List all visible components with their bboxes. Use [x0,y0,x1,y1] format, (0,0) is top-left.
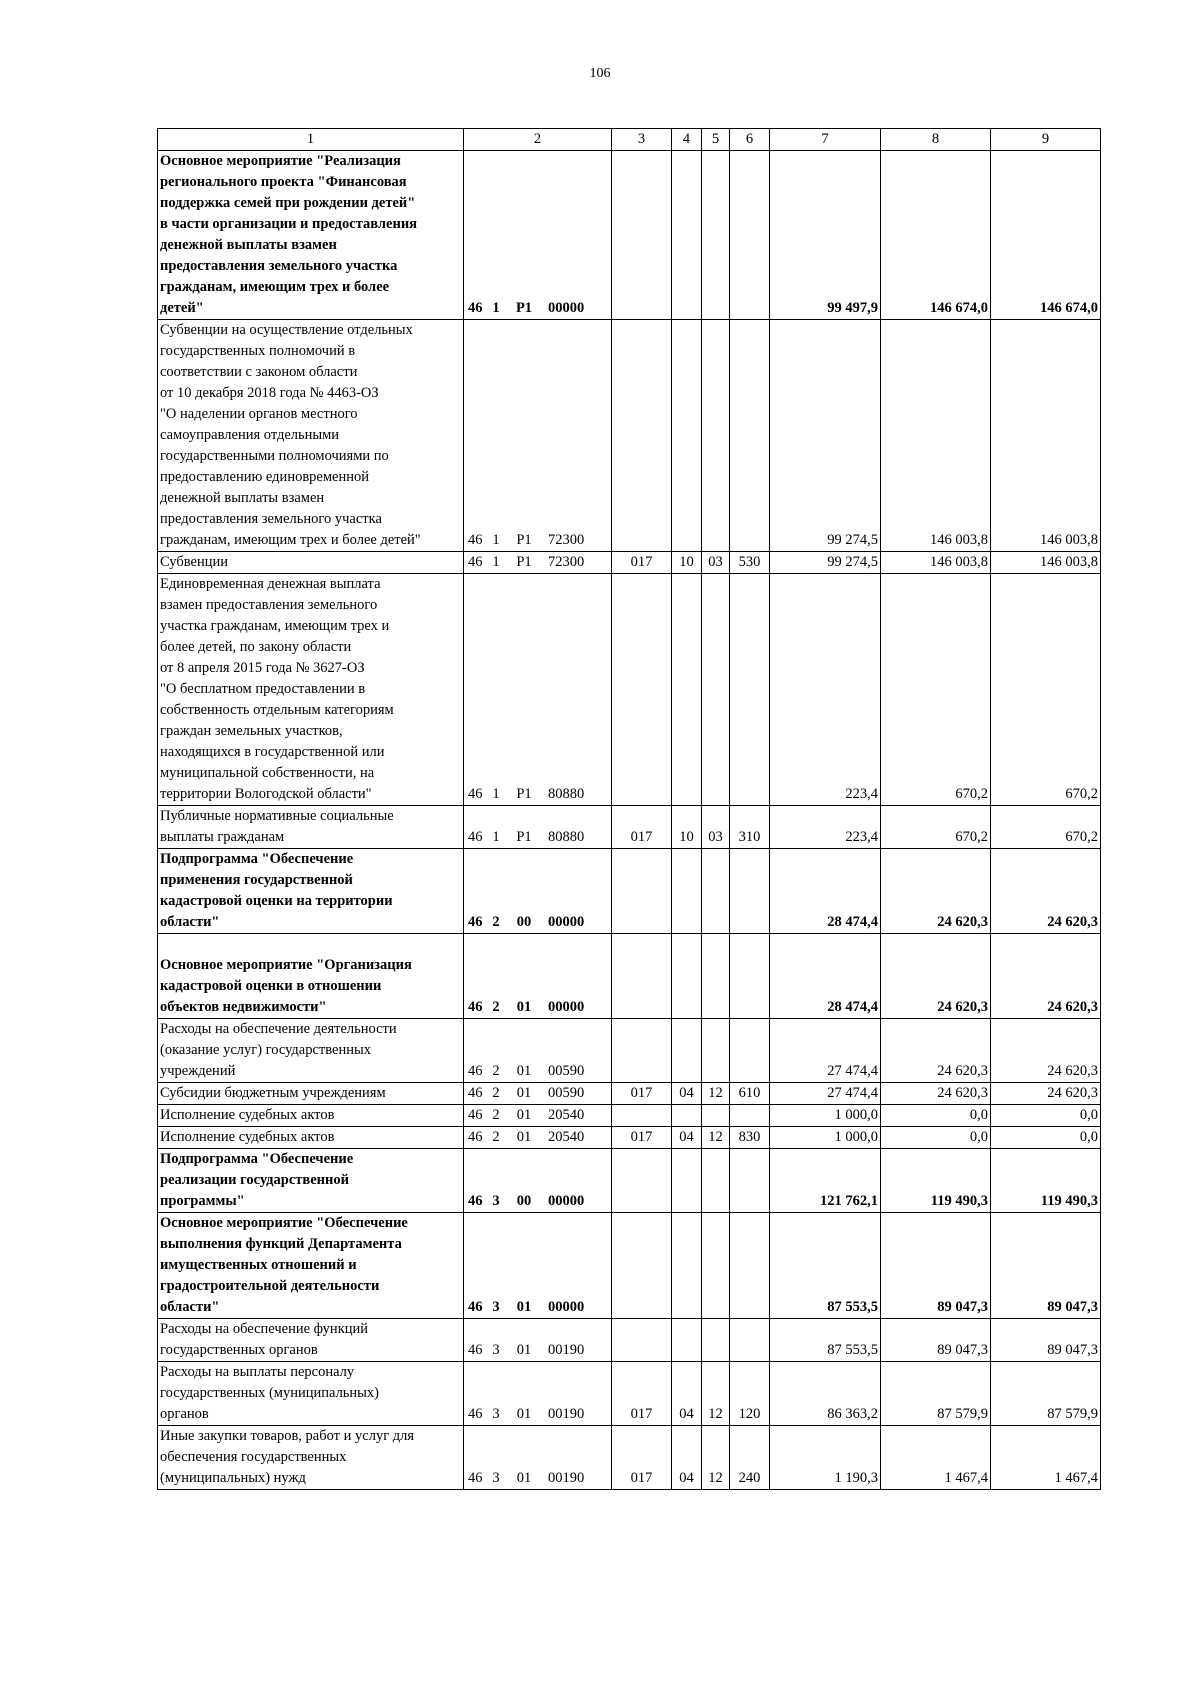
row-col5-cell: 12 [702,1426,730,1490]
header-cell: 1 [158,129,464,151]
code-part-k1: 46 [468,1107,483,1123]
row-code-cell [464,1426,612,1490]
row-col7-cell: 1 190,3 [770,1426,881,1490]
row-col7-cell: 99 497,9 [770,151,881,320]
table-row [158,1319,1101,1362]
row-col8-cell: 146 003,8 [881,552,991,574]
code-part-k4: 72300 [548,532,585,548]
code-part-k4: 00590 [548,1063,585,1079]
row-col5-cell [702,1019,730,1083]
row-col4-cell [672,1149,702,1213]
row-col7-cell: 1 000,0 [770,1127,881,1149]
row-col4-cell [672,1105,702,1127]
code-part-k3: 01 [516,1063,532,1079]
header-cell: 6 [730,129,770,151]
code-part-k1: 46 [468,1193,483,1209]
row-col8-cell: 0,0 [881,1127,991,1149]
row-col6-cell [730,151,770,320]
table-row [158,151,1101,320]
code-part-k3: 01 [516,1107,532,1123]
row-col4-cell [672,151,702,320]
table-row [158,1213,1101,1319]
row-col9-cell: 0,0 [991,1105,1101,1127]
code-part-k2: 3 [492,1193,500,1209]
row-col7-cell: 27 474,4 [770,1019,881,1083]
row-name-cell: Публичные нормативные социальные выплаты гражданам [158,806,464,849]
row-name-cell: Расходы на обеспечение функций государственных органов [158,1319,464,1362]
table-row [158,1149,1101,1213]
row-col3-cell: 017 [612,1127,672,1149]
row-code-cell [464,151,612,320]
row-col8-cell: 89 047,3 [881,1213,991,1319]
code-part-k2: 1 [492,300,500,316]
header-cell: 4 [672,129,702,151]
row-col6-cell: 610 [730,1083,770,1105]
code-part-k2: 2 [492,1107,500,1123]
row-col3-cell [612,1105,672,1127]
row-col3-cell: 017 [612,552,672,574]
code-part-k2: 1 [492,786,500,802]
table-header-row [158,129,1101,151]
row-code-cell [464,934,612,1019]
row-name-cell: Основное мероприятие "Реализация регионального проекта "Финансовая поддержка семей при рождении детей" в части организации и предоставления денежной выплаты взамен предоставления земельного участка гражданам, имеющим трех и более детей" [158,151,464,320]
table-row [158,320,1101,552]
row-col6-cell [730,320,770,552]
table-row [158,1105,1101,1127]
row-name-cell: Основное мероприятие "Обеспечение выполнения функций Департамента имущественных отношений и градостроительной деятельности области" [158,1213,464,1319]
row-col8-cell: 24 620,3 [881,1083,991,1105]
code-part-k2: 3 [492,1299,500,1315]
budget-table [157,128,1101,1490]
header-cell: 7 [770,129,881,151]
code-part-k4: 00000 [548,1299,585,1315]
row-name-cell: Расходы на обеспечение деятельности (оказание услуг) государственных учреждений [158,1019,464,1083]
row-col8-cell: 24 620,3 [881,849,991,934]
code-part-k4: 20540 [548,1107,585,1123]
code-part-k3: 01 [516,1470,532,1486]
code-part-k3: 01 [516,1406,532,1422]
row-col4-cell [672,574,702,806]
row-col8-cell: 146 003,8 [881,320,991,552]
row-col3-cell [612,1319,672,1362]
row-code-cell [464,320,612,552]
row-col3-cell [612,320,672,552]
code-part-k3: P1 [516,829,532,845]
row-col8-cell: 670,2 [881,574,991,806]
code-part-k2: 3 [492,1470,500,1486]
row-col5-cell [702,1319,730,1362]
row-name-cell: Единовременная денежная выплата взамен предоставления земельного участка гражданам, имеющим трех и более детей, по закону области от 8 апреля 2015 года № 3627-ОЗ "О бесплатном предоставлении в собственность отдельным категориям граждан земельных участков, находящихся в государственной или муниципальной собственности, на территории Вологодской области" [158,574,464,806]
row-name-cell: Исполнение судебных актов [158,1105,464,1127]
row-col6-cell [730,849,770,934]
row-col9-cell: 24 620,3 [991,1083,1101,1105]
code-part-k1: 46 [468,1470,483,1486]
code-part-k1: 46 [468,554,483,570]
row-col5-cell [702,849,730,934]
code-part-k1: 46 [468,1406,483,1422]
code-part-k2: 2 [492,1085,500,1101]
row-col6-cell: 240 [730,1426,770,1490]
row-col9-cell: 24 620,3 [991,1019,1101,1083]
row-col7-cell: 121 762,1 [770,1149,881,1213]
row-col3-cell [612,1019,672,1083]
header-cell: 8 [881,129,991,151]
row-code-cell [464,1083,612,1105]
table-row [158,849,1101,934]
row-code-cell [464,849,612,934]
table-row [158,1426,1101,1490]
code-part-k3: P1 [515,300,533,316]
code-part-k1: 46 [468,300,483,316]
table-row [158,552,1101,574]
row-col6-cell: 120 [730,1362,770,1426]
row-col9-cell: 146 674,0 [991,151,1101,320]
row-col3-cell: 017 [612,1362,672,1426]
row-col4-cell [672,1019,702,1083]
row-col8-cell: 146 674,0 [881,151,991,320]
code-part-k2: 2 [492,999,500,1015]
code-part-k4: 00190 [548,1470,585,1486]
row-col5-cell [702,320,730,552]
row-col9-cell: 670,2 [991,574,1101,806]
row-col9-cell: 1 467,4 [991,1426,1101,1490]
row-col7-cell: 223,4 [770,806,881,849]
row-col7-cell: 223,4 [770,574,881,806]
code-part-k4: 00000 [548,1193,585,1209]
row-col6-cell: 310 [730,806,770,849]
row-col9-cell: 89 047,3 [991,1213,1101,1319]
row-col6-cell: 530 [730,552,770,574]
row-col4-cell: 04 [672,1083,702,1105]
row-col7-cell: 99 274,5 [770,552,881,574]
table-row [158,934,1101,1019]
table-row [158,574,1101,806]
row-name-cell: Исполнение судебных актов [158,1127,464,1149]
row-col6-cell [730,1019,770,1083]
row-name-cell: Подпрограмма "Обеспечение применения государственной кадастровой оценки на территории области" [158,849,464,934]
row-col4-cell: 10 [672,552,702,574]
code-part-k2: 2 [492,914,500,930]
row-col8-cell: 24 620,3 [881,934,991,1019]
row-col9-cell: 24 620,3 [991,849,1101,934]
code-part-k4: 00190 [548,1342,585,1358]
code-part-k3: 01 [516,1299,532,1315]
row-col9-cell: 119 490,3 [991,1149,1101,1213]
row-col9-cell: 87 579,9 [991,1362,1101,1426]
row-col3-cell: 017 [612,806,672,849]
row-name-cell: Расходы на выплаты персоналу государственных (муниципальных) органов [158,1362,464,1426]
row-col9-cell: 24 620,3 [991,934,1101,1019]
row-code-cell [464,1019,612,1083]
code-part-k2: 2 [492,1063,500,1079]
code-part-k2: 1 [492,532,500,548]
row-code-cell [464,806,612,849]
row-col4-cell: 10 [672,806,702,849]
code-part-k4: 00000 [548,914,585,930]
row-code-cell [464,574,612,806]
code-part-k1: 46 [468,1342,483,1358]
row-col5-cell: 12 [702,1127,730,1149]
row-col4-cell [672,849,702,934]
row-col5-cell [702,934,730,1019]
code-part-k3: 00 [516,1193,532,1209]
row-col9-cell: 146 003,8 [991,320,1101,552]
row-col4-cell [672,1213,702,1319]
table-row [158,1127,1101,1149]
row-col8-cell: 24 620,3 [881,1019,991,1083]
code-part-k3: P1 [516,786,532,802]
row-col5-cell: 03 [702,552,730,574]
row-col3-cell: 017 [612,1083,672,1105]
code-part-k3: 00 [516,914,532,930]
row-name-cell: Субвенции на осуществление отдельных государственных полномочий в соответствии с законом области от 10 декабря 2018 года № 4463-ОЗ "О наделении органов местного самоуправления отдельными государственными полномочиями по предоставлению единовременной денежной выплаты взамен предоставления земельного участка гражданам, имеющим трех и более детей" [158,320,464,552]
row-code-cell [464,552,612,574]
header-cell: 2 [464,129,612,151]
row-col5-cell [702,1149,730,1213]
table-row [158,1083,1101,1105]
row-col7-cell: 86 363,2 [770,1362,881,1426]
row-col3-cell [612,1213,672,1319]
row-name-cell: Иные закупки товаров, работ и услуг для обеспечения государственных (муниципальных) нужд [158,1426,464,1490]
row-col4-cell [672,320,702,552]
row-col6-cell [730,1319,770,1362]
code-part-k2: 3 [492,1342,500,1358]
row-col4-cell [672,934,702,1019]
row-col3-cell: 017 [612,1426,672,1490]
row-col5-cell [702,1105,730,1127]
row-code-cell [464,1105,612,1127]
code-part-k4: 80880 [548,829,585,845]
row-name-cell: Основное мероприятие "Организация кадастровой оценки в отношении объектов недвижимости" [158,934,464,1019]
code-part-k4: 72300 [548,554,585,570]
row-col3-cell [612,574,672,806]
page-number: 106 [589,66,611,81]
row-col6-cell [730,934,770,1019]
code-part-k2: 1 [492,829,500,845]
row-code-cell [464,1319,612,1362]
row-col3-cell [612,934,672,1019]
row-col4-cell: 04 [672,1426,702,1490]
row-col3-cell [612,151,672,320]
row-col4-cell [672,1319,702,1362]
row-code-cell [464,1127,612,1149]
code-part-k4: 00190 [548,1406,585,1422]
row-col7-cell: 27 474,4 [770,1083,881,1105]
row-col6-cell [730,1213,770,1319]
code-part-k1: 46 [468,999,483,1015]
code-part-k4: 80880 [548,786,585,802]
code-part-k1: 46 [468,1085,483,1101]
code-part-k1: 46 [468,786,483,802]
code-part-k1: 46 [468,829,483,845]
row-col4-cell: 04 [672,1127,702,1149]
code-part-k4: 00590 [548,1085,585,1101]
row-col6-cell [730,1149,770,1213]
row-col7-cell: 87 553,5 [770,1213,881,1319]
row-col5-cell [702,1213,730,1319]
row-col3-cell [612,1149,672,1213]
row-col7-cell: 99 274,5 [770,320,881,552]
row-col9-cell: 89 047,3 [991,1319,1101,1362]
row-code-cell [464,1362,612,1426]
table-row [158,806,1101,849]
row-code-cell [464,1149,612,1213]
row-col8-cell: 89 047,3 [881,1319,991,1362]
row-col5-cell [702,574,730,806]
row-col9-cell: 146 003,8 [991,552,1101,574]
header-cell: 3 [612,129,672,151]
row-col8-cell: 87 579,9 [881,1362,991,1426]
row-name-cell: Субсидии бюджетным учреждениям [158,1083,464,1105]
code-part-k2: 2 [492,1129,500,1145]
row-name-cell: Подпрограмма "Обеспечение реализации государственной программы" [158,1149,464,1213]
code-part-k4: 20540 [548,1129,585,1145]
code-part-k3: 01 [516,1342,532,1358]
row-col9-cell: 0,0 [991,1127,1101,1149]
code-part-k3: 01 [516,999,532,1015]
row-col5-cell: 03 [702,806,730,849]
row-col8-cell: 0,0 [881,1105,991,1127]
row-col8-cell: 119 490,3 [881,1149,991,1213]
row-col6-cell [730,574,770,806]
code-part-k1: 46 [468,914,483,930]
header-cell: 9 [991,129,1101,151]
row-col8-cell: 670,2 [881,806,991,849]
code-part-k1: 46 [468,1299,483,1315]
code-part-k2: 3 [492,1406,500,1422]
row-col8-cell: 1 467,4 [881,1426,991,1490]
row-col5-cell: 12 [702,1362,730,1426]
row-col7-cell: 28 474,4 [770,849,881,934]
row-name-cell: Субвенции [158,552,464,574]
code-part-k3: P1 [516,532,532,548]
row-col6-cell [730,1105,770,1127]
code-part-k4: 00000 [548,300,585,316]
table-row [158,1362,1101,1426]
row-col4-cell: 04 [672,1362,702,1426]
code-part-k3: P1 [516,554,532,570]
row-col5-cell: 12 [702,1083,730,1105]
row-col7-cell: 28 474,4 [770,934,881,1019]
code-part-k3: 01 [516,1129,532,1145]
row-col7-cell: 87 553,5 [770,1319,881,1362]
row-col9-cell: 670,2 [991,806,1101,849]
table-row [158,1019,1101,1083]
code-part-k4: 00000 [548,999,585,1015]
code-part-k2: 1 [492,554,500,570]
code-part-k1: 46 [468,1063,483,1079]
row-col3-cell [612,849,672,934]
code-part-k3: 01 [516,1085,532,1101]
code-part-k1: 46 [468,532,483,548]
row-col7-cell: 1 000,0 [770,1105,881,1127]
code-part-k1: 46 [468,1129,483,1145]
row-col6-cell: 830 [730,1127,770,1149]
row-code-cell [464,1213,612,1319]
row-col5-cell [702,151,730,320]
header-cell: 5 [702,129,730,151]
